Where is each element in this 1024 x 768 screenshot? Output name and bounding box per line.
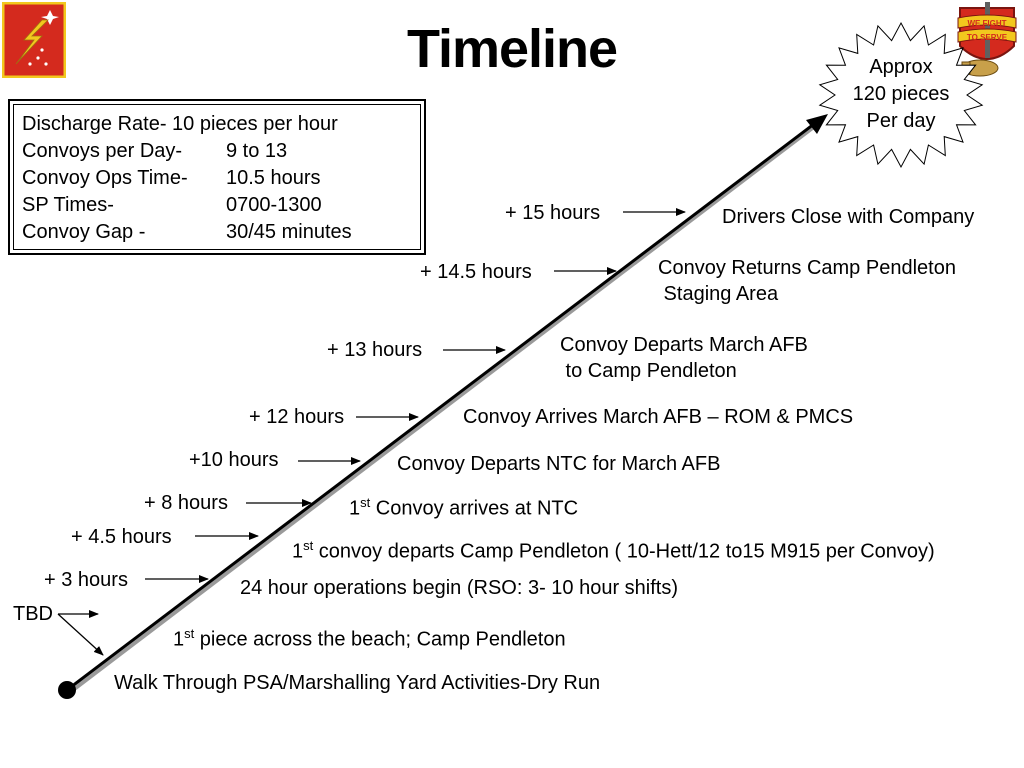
page-title: Timeline bbox=[406, 19, 618, 79]
time-label: + 8 hours bbox=[144, 492, 228, 514]
info-value: 0700-1300 bbox=[226, 194, 322, 216]
event-description: Convoy Departs NTC for March AFB bbox=[397, 453, 721, 475]
info-value: 9 to 13 bbox=[226, 140, 288, 162]
time-label: + 13 hours bbox=[327, 339, 423, 361]
starburst-label bbox=[836, 54, 966, 135]
time-label: + 3 hours bbox=[44, 569, 128, 591]
event-text-line1: Convoy Departs March AFB bbox=[560, 334, 808, 356]
time-label: + 4.5 hours bbox=[71, 526, 172, 548]
starburst-line2: 120 pieces bbox=[852, 83, 950, 105]
event-description bbox=[658, 255, 956, 307]
crest-motto-line2: TO SERVE bbox=[966, 33, 1008, 42]
time-label: +10 hours bbox=[189, 449, 279, 471]
event-description: 24 hour operations begin (RSO: 3- 10 hour shifts) bbox=[240, 577, 679, 599]
time-label: + 12 hours bbox=[249, 406, 345, 428]
info-value: 30/45 minutes bbox=[226, 221, 352, 243]
event-text: convoy departs Camp Pendleton ( 10-Hett/12 to15 M915 per Convoy) bbox=[313, 540, 935, 563]
crest-motto-line1: WE FIGHT bbox=[967, 19, 1007, 28]
starburst-line3: Per day bbox=[866, 110, 936, 132]
event-ordinal: 1 bbox=[292, 540, 304, 563]
event-ordinal-suffix: st bbox=[303, 538, 314, 553]
info-key: Convoys per Day- bbox=[22, 140, 183, 162]
event-description bbox=[560, 332, 808, 384]
event-ordinal-suffix: st bbox=[360, 495, 371, 510]
event-description bbox=[349, 490, 578, 522]
info-key: SP Times- bbox=[22, 194, 114, 216]
event-text-line1: Convoy Returns Camp Pendleton bbox=[658, 257, 956, 279]
event-description: Walk Through PSA/Marshalling Yard Activities-Dry Run bbox=[114, 672, 601, 694]
starburst-line1: Approx bbox=[869, 56, 933, 78]
timeline-start-dot bbox=[58, 681, 76, 699]
event-ordinal: 1 bbox=[173, 628, 185, 651]
event-description bbox=[292, 533, 935, 565]
time-label: TBD bbox=[13, 603, 53, 625]
info-key: Convoy Gap - bbox=[22, 221, 146, 243]
time-label: + 14.5 hours bbox=[420, 261, 532, 283]
info-value: 10.5 hours bbox=[226, 167, 321, 189]
pointer-arrow bbox=[58, 614, 103, 655]
time-label: + 15 hours bbox=[505, 202, 601, 224]
event-text: piece across the beach; Camp Pendleton bbox=[194, 628, 566, 651]
event-description: Drivers Close with Company bbox=[722, 206, 975, 228]
event-text: Convoy arrives at NTC bbox=[370, 497, 579, 520]
event-ordinal-suffix: st bbox=[184, 626, 195, 641]
info-key: Discharge Rate- 10 pieces per hour bbox=[22, 113, 338, 135]
event-description bbox=[173, 621, 566, 653]
event-description: Convoy Arrives March AFB – ROM & PMCS bbox=[463, 406, 854, 428]
event-text-line2: Staging Area bbox=[658, 283, 779, 305]
info-key: Convoy Ops Time- bbox=[22, 167, 188, 189]
event-ordinal: 1 bbox=[349, 497, 361, 520]
event-text-line2: to Camp Pendleton bbox=[560, 360, 737, 382]
